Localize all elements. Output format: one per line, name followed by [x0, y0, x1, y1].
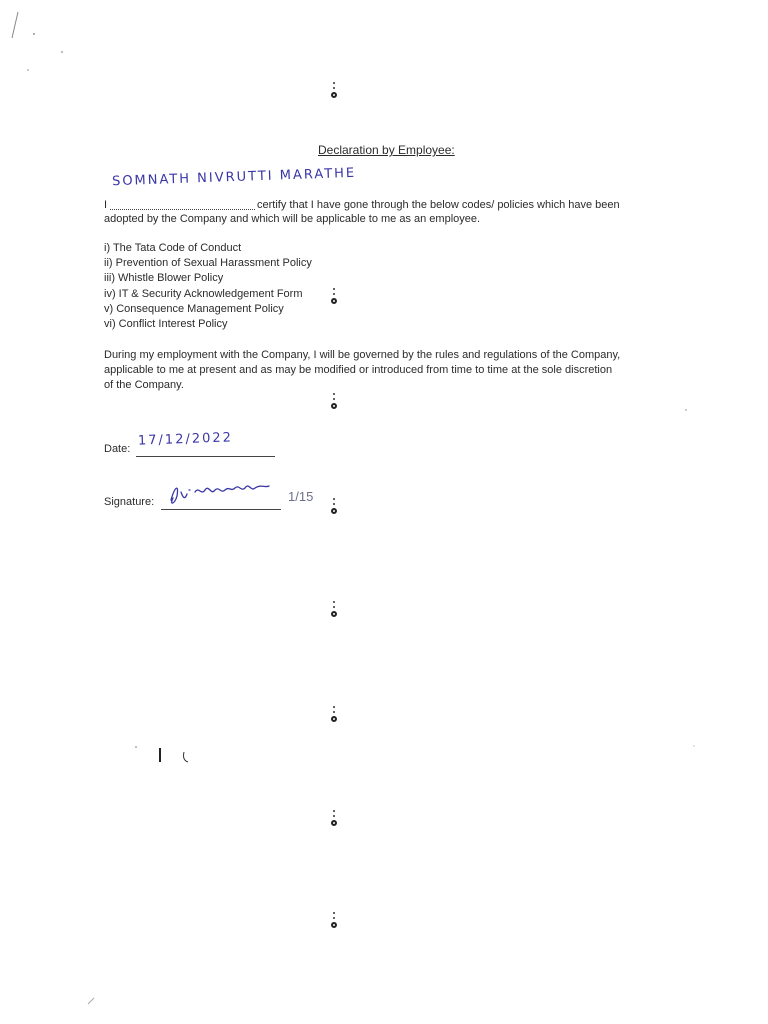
certify-text: certify that I have gone through the below codes/ policies which have been	[257, 199, 620, 211]
date-label: Date:	[104, 443, 131, 455]
policy-item: iii) Whistle Blower Policy	[104, 272, 224, 284]
document-title: Declaration by Employee:	[318, 143, 455, 157]
handwritten-date: 17/12/2022	[137, 430, 234, 449]
policy-item: i) The Tata Code of Conduct	[104, 242, 242, 254]
governance-line: applicable to me at present and as may be modified or introduced from time to time at the sole discretion	[104, 364, 613, 376]
handwritten-employee-name: SOMNATH NIVRUTTI MARATHE	[111, 165, 357, 190]
certify-prefix: I	[104, 199, 108, 211]
page-number: 1/15	[288, 489, 314, 504]
certify-text-line2: adopted by the Company and which will be applicable to me as an employee.	[104, 213, 481, 225]
signature-label: Signature:	[104, 496, 155, 508]
policy-item: iv) IT & Security Acknowledgement Form	[104, 288, 303, 300]
policy-item: ii) Prevention of Sexual Harassment Policy	[104, 257, 312, 269]
policy-item: v) Consequence Management Policy	[104, 303, 284, 315]
governance-line: During my employment with the Company, I will be governed by the rules and regulations of the Company,	[104, 349, 621, 361]
governance-line: of the Company.	[104, 379, 184, 391]
policy-item: vi) Conflict Interest Policy	[104, 318, 228, 330]
